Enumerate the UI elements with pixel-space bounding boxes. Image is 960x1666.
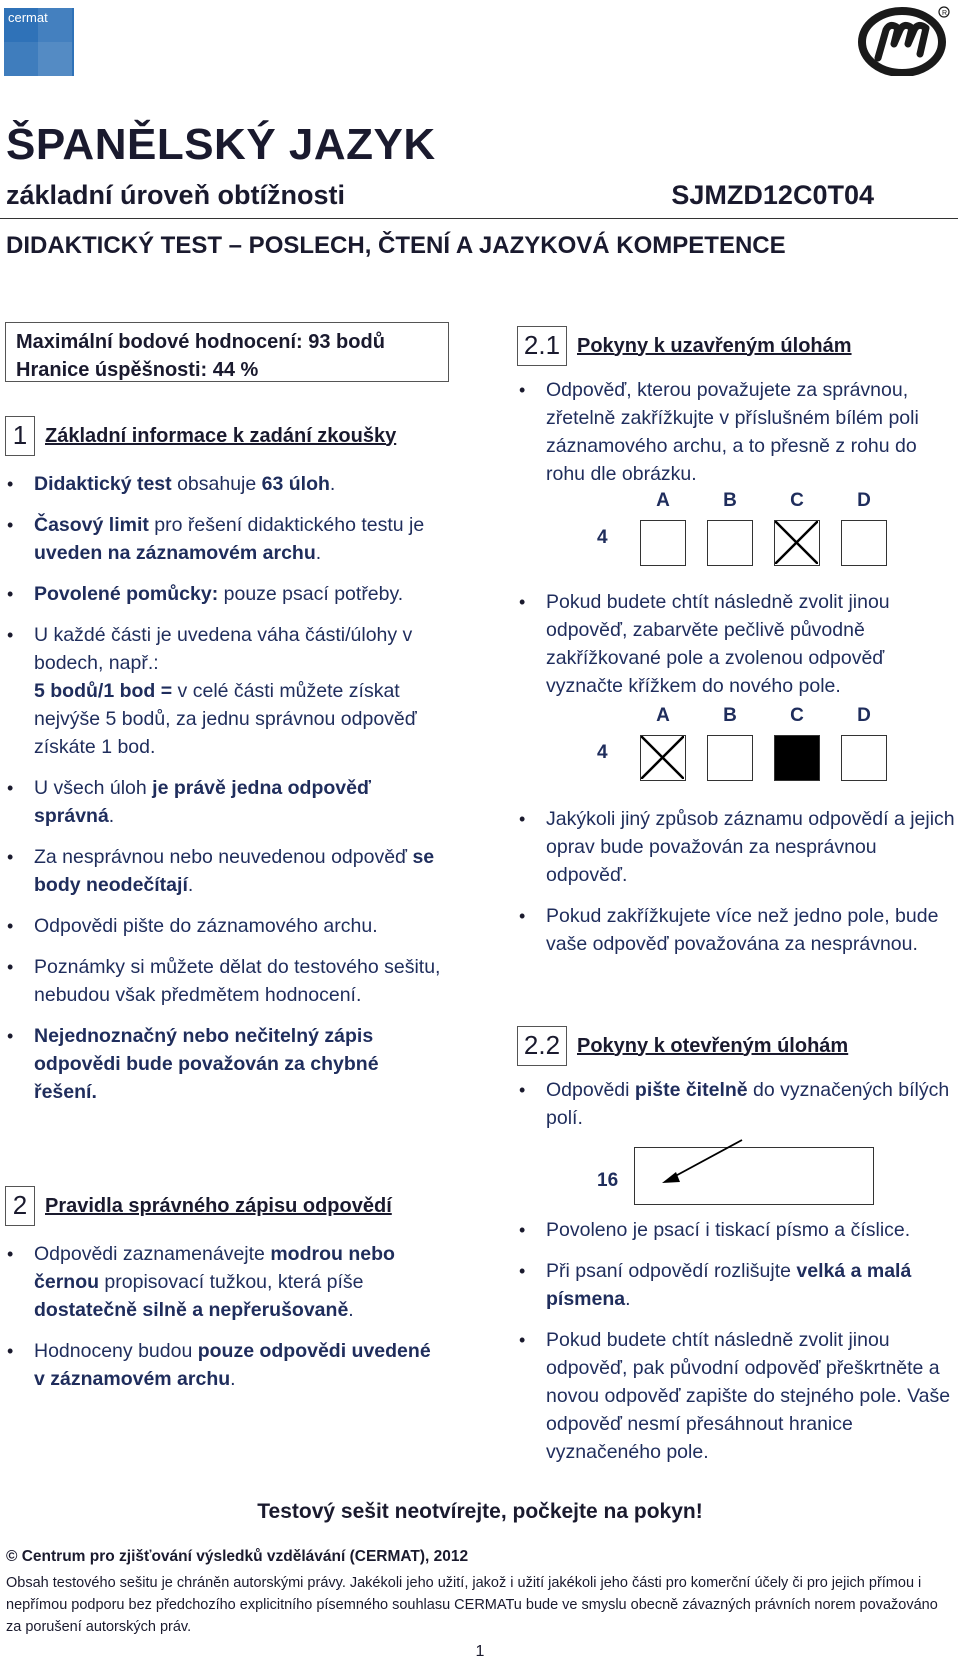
max-points: Maximální bodové hodnocení: 93 bodů (16, 331, 385, 353)
section-title: Základní informace k zadání zkoušky (45, 424, 397, 447)
list-item: • Při psaní odpovědí rozlišujte velká a malá písmena. (517, 1257, 957, 1313)
header-divider (0, 218, 958, 219)
difficulty-level: základní úroveň obtížnosti (6, 180, 346, 210)
m-logo-icon (856, 4, 952, 76)
option-letter: C (790, 490, 804, 511)
svg-text:R: R (942, 10, 948, 17)
section-2-1-list-a (517, 376, 957, 488)
section-title: Pokyny k otevřeným úlohám (577, 1034, 849, 1057)
section-number: 2 (5, 1186, 35, 1226)
list-item: • U každé části je uvedena váha části/úlohy v bodech, např.: 5 bodů/1 bod = v celé části můžete získat nejvýše 5 bodů, za jednu správnou odpověď získáte 1 bod. (5, 621, 445, 761)
section-title: Pokyny k uzavřeným úlohám (577, 334, 852, 357)
list-item: • Pokud budete chtít následně zvolit jinou odpověď, zabarvěte pečlivě původně zakřížkované pole a zvolenou odpověď vyznačte křížkem do nového pole. (517, 588, 957, 700)
answer-example-1 (590, 490, 890, 570)
copyright: © Centrum pro zjišťování výsledků vzdělávání (CERMAT), 2012 (6, 1548, 469, 1565)
list-item: • U všech úloh je právě jedna odpověď správná. (5, 774, 445, 830)
footer-instruction: Testový sešit neotvírejte, počkejte na pokyn! (257, 1500, 703, 1523)
list-item: • Odpověď, kterou považujete za správnou, zřetelně zakřížkujte v příslušném bílém poli záznamového archu, a to přesně z rohu do rohu dle obrázku. (517, 376, 957, 488)
cross-mark-icon (775, 521, 818, 564)
list-item: • Povolené pomůcky: pouze psací potřeby. (5, 580, 445, 608)
section-1-list (5, 470, 445, 1106)
section-number: 2.2 (517, 1026, 567, 1066)
section-2-1-list-b (517, 588, 957, 700)
cermat-logo-text: cermat (8, 10, 48, 25)
list-item: • Odpovědi zaznamenávejte modrou nebo černou propisovací tužkou, která píše dostatečně silně a nepřerušovaně. (5, 1240, 445, 1324)
section-2-2-list-a (517, 1076, 957, 1132)
list-item: • Za nesprávnou nebo neuvedenou odpověď se body neodečítají. (5, 843, 445, 899)
list-item: • Odpovědi pište čitelně do vyznačených bílých polí. (517, 1076, 957, 1132)
list-item: • Pokud budete chtít následně zvolit jinou odpověď, pak původní odpověď přeškrtněte a novou odpověď zapište do stejného pole. Vaše odpověď nesmí přesáhnout hranice vyznačeného pole. (517, 1326, 957, 1466)
list-item: • Povoleno je psací i tiskací písmo a číslice. (517, 1216, 957, 1244)
answer-box (841, 735, 887, 781)
answer-box (640, 520, 686, 566)
score-info-box (5, 322, 449, 382)
list-item: • Pokud zakřížkujete více než jedno pole, bude vaše odpověď považována za nesprávnou. (517, 902, 957, 958)
list-item: • Jakýkoli jiný způsob záznamu odpovědí a jejich oprav bude považován za nesprávnou odpověď. (517, 805, 957, 889)
section-1-heading (5, 416, 396, 456)
test-code: SJMZD12C0T04 (671, 180, 874, 210)
list-item: • Nejednoznačný nebo nečitelný zápis odpovědi bude považován za chybné řešení. (5, 1022, 445, 1106)
option-letter: D (857, 490, 871, 511)
answer-box (841, 520, 887, 566)
answer-example-2 (590, 705, 890, 785)
answer-box-filled (774, 735, 820, 781)
list-item: • Časový limit pro řešení didaktického testu je uveden na záznamovém archu. (5, 511, 445, 567)
option-letter: A (656, 705, 670, 726)
page-number: 1 (475, 1643, 485, 1660)
list-item: • Hodnoceny budou pouze odpovědi uvedené v záznamovém archu. (5, 1337, 445, 1393)
section-2-heading (5, 1186, 392, 1226)
answer-box-crossed (774, 520, 820, 566)
answer-box (707, 735, 753, 781)
list-item: • Odpovědi pište do záznamového archu. (5, 912, 445, 940)
section-title: Pravidla správného zápisu odpovědí (45, 1194, 392, 1217)
section-2-2-heading (517, 1026, 848, 1066)
option-letter: B (723, 490, 737, 511)
row-number: 16 (597, 1170, 619, 1191)
legal-notice: Obsah testového sešitu je chráněn autorskými právy. Jakékoli jeho užití, jakož i užití jakékoli jeho části pro komerční účely či pro jejich přímou i nepřímou podporu bez předchozího explicitního písemného souhlasu CERMATu bude ve smyslu obecně závazných právních norem považováno za porušení autorských práv. (6, 1575, 938, 1635)
list-item: • Poznámky si můžete dělat do testového sešitu, nebudou však předmětem hodnocení. (5, 953, 445, 1009)
section-number: 2.1 (517, 326, 567, 366)
section-2-1-heading (517, 326, 852, 366)
section-2-1-list-c (517, 805, 957, 958)
list-item: • Didaktický test obsahuje 63 úloh. (5, 470, 445, 498)
pass-threshold: Hranice úspěšnosti: 44 % (16, 359, 259, 381)
arrow-icon (660, 1138, 750, 1186)
option-letter: C (790, 705, 804, 726)
open-answer-example (590, 1138, 890, 1228)
section-number: 1 (5, 416, 35, 456)
option-letter: A (656, 490, 670, 511)
section-2-2-list-b (517, 1216, 957, 1466)
answer-box-crossed (640, 735, 686, 781)
section-2-list (5, 1240, 445, 1393)
cross-mark-icon (641, 736, 684, 779)
subject-title: ŠPANĚLSKÝ JAZYK (6, 120, 436, 169)
row-number: 4 (597, 742, 608, 763)
test-type: DIDAKTICKÝ TEST – POSLECH, ČTENÍ A JAZYKOVÁ KOMPETENCE (6, 232, 786, 259)
answer-box (707, 520, 753, 566)
row-number: 4 (597, 527, 608, 548)
option-letter: D (857, 705, 871, 726)
cermat-logo (4, 8, 74, 76)
option-letter: B (723, 705, 737, 726)
